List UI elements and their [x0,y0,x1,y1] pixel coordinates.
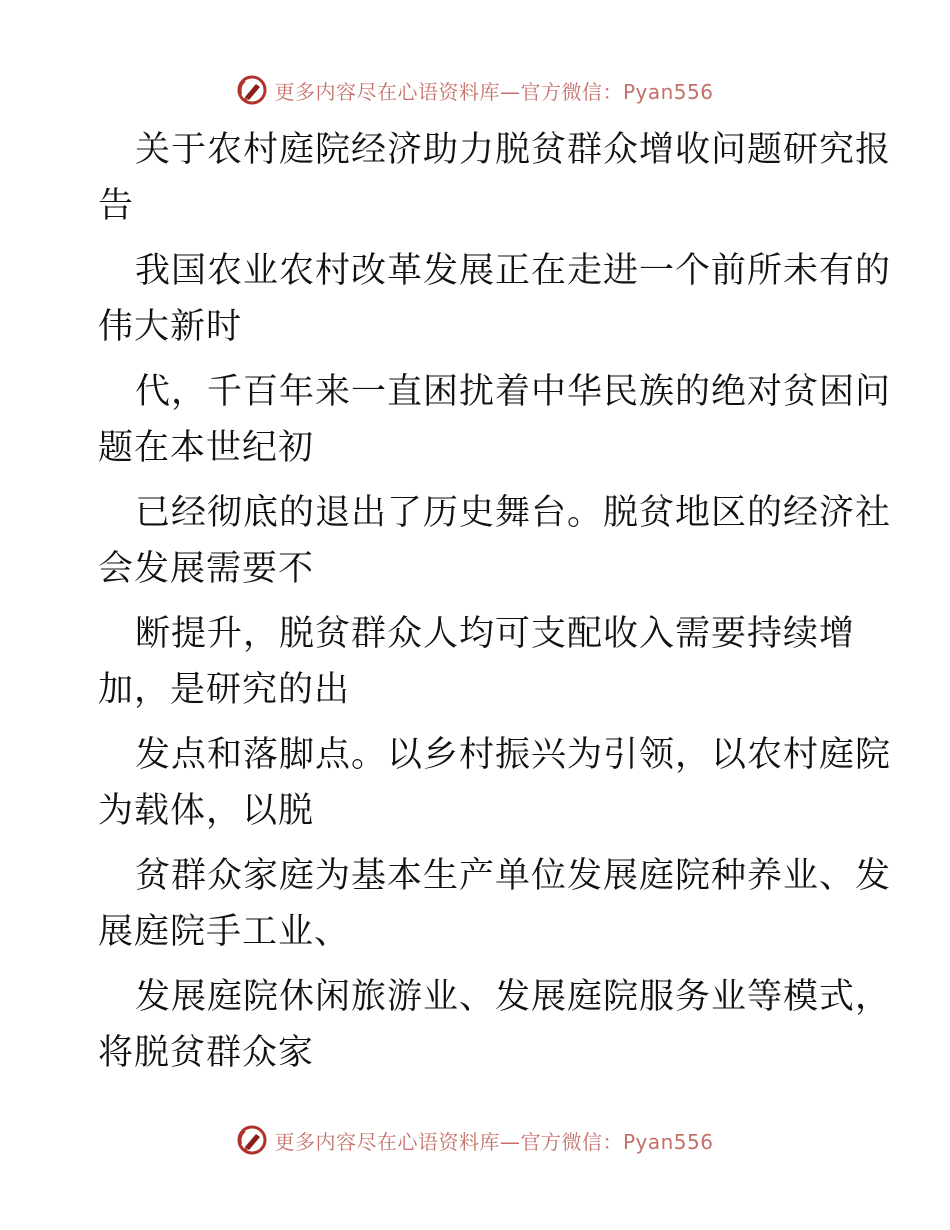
watermark-brand: 更多内容尽在心语资料库 [274,1129,500,1154]
paragraph [98,364,892,476]
paragraph [98,122,892,234]
paragraph [98,969,892,1081]
document-body [98,122,892,1090]
paragraph [98,848,892,960]
paragraph-line: 代，千百年来一直困扰着中华民族的绝对贫困问 [135,372,892,412]
paragraph-line: 会发展需要不 [98,549,315,589]
paragraph-line: 关于农村庭院经济助力脱贫群众增收问题研究报 [135,130,892,170]
watermark-contact: 官方微信：Pyan556 [520,79,714,104]
watermark-text [274,1126,713,1155]
paragraph-line: 加，是研究的出 [98,670,351,710]
paragraph [98,485,892,597]
paragraph [98,243,892,355]
header-watermark [0,70,950,110]
paragraph-line: 断提升，脱贫群众人均可支配收入需要持续增 [135,614,856,654]
paragraph-line: 告 [98,186,135,226]
paragraph-line: 已经彻底的退出了历史舞台。脱贫地区的经济社 [135,493,892,533]
pen-logo-icon [236,74,268,106]
paragraph-line: 发展庭院休闲旅游业、发展庭院服务业等模式， [135,977,892,1017]
paragraph-line: 发点和落脚点。以乡村振兴为引领，以农村庭院 [135,735,892,775]
watermark-separator: — [499,1129,521,1154]
paragraph-line: 展庭院手工业、 [98,912,351,952]
watermark-text [274,76,713,105]
paragraph [98,606,858,718]
paragraph-line: 题在本世纪初 [98,428,315,468]
paragraph-line: 贫群众家庭为基本生产单位发展庭院种养业、发 [135,856,892,896]
footer-watermark [0,1120,950,1160]
paragraph-line: 为载体，以脱 [98,791,315,831]
paragraph-line: 将脱贫群众家 [98,1033,315,1073]
paragraph-line: 我国农业农村改革发展正在走进一个前所未有的 [135,251,892,291]
paragraph [98,727,892,839]
watermark-separator: — [499,79,521,104]
pen-logo-icon [236,1124,268,1156]
watermark-brand: 更多内容尽在心语资料库 [274,79,500,104]
watermark-contact: 官方微信：Pyan556 [520,1129,714,1154]
paragraph-line: 伟大新时 [98,307,243,347]
